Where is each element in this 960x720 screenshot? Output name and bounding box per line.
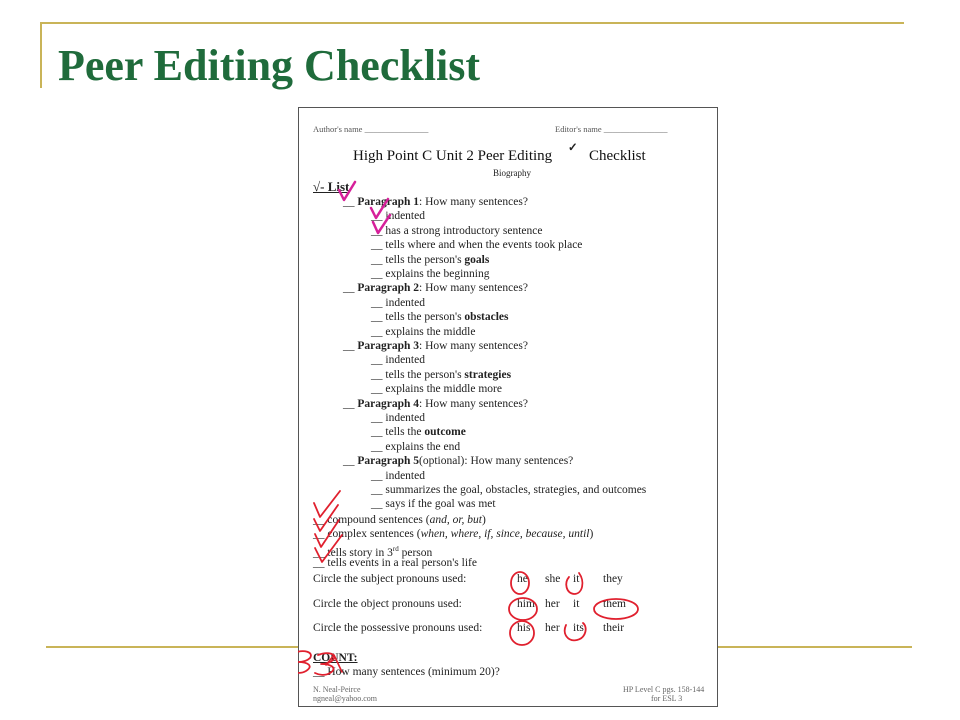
paragraph-5-item: __ indented — [371, 469, 425, 482]
paragraph-1-item: __ has a strong introductory sentence — [371, 224, 543, 237]
editor-name-line: Editor's name _______________ — [555, 124, 668, 134]
slide-rule-left — [40, 22, 42, 88]
paragraph-2-item: __ indented — [371, 296, 425, 309]
compound-sentences-item: __ compound sentences (and, or, but) — [313, 514, 486, 526]
pronoun-row-label: Circle the object pronouns used: — [313, 598, 462, 610]
footer-source: HP Level C pgs. 158-144 — [623, 685, 705, 694]
paragraph-3-heading: __ Paragraph 3: How many sentences? — [343, 340, 528, 352]
pronoun-word: his — [517, 622, 531, 634]
pronoun-word: them — [603, 598, 626, 610]
paragraph-1-item: __ tells where and when the events took place — [371, 239, 583, 252]
complex-sentences-item: __ complex sentences (when, where, if, since, because, until) — [313, 528, 594, 540]
footer-level: for ESL 3 — [651, 694, 683, 703]
paragraph-3-item: __ tells the person's strategies — [371, 368, 512, 381]
pronoun-row-label: Circle the possessive pronouns used: — [313, 622, 483, 634]
doc-subtitle: Biography — [493, 168, 531, 178]
pronoun-word: its — [573, 622, 584, 634]
paragraph-3-item: __ explains the middle more — [371, 383, 502, 396]
slide-title: Peer Editing Checklist — [58, 41, 481, 90]
paragraph-4-item: __ indented — [371, 412, 425, 424]
paragraph-4-heading: __ Paragraph 4: How many sentences? — [343, 397, 528, 410]
pronoun-word: it — [573, 598, 580, 610]
paragraph-3-item: __ indented — [371, 354, 425, 367]
pronoun-word: her — [545, 598, 560, 610]
count-line: __ How many sentences (minimum 20)? — [313, 666, 500, 678]
author-name-line: Author's name _______________ — [313, 124, 429, 134]
paragraph-1-item: __ indented — [371, 210, 425, 223]
real-person-item: __ tells events in a real person's life — [313, 557, 477, 569]
footer-email: ngneal@yahoo.com — [313, 694, 378, 703]
paragraph-5-item: __ says if the goal was met — [371, 498, 496, 511]
paragraph-1-item: __ explains the beginning — [371, 268, 490, 280]
doc-title: High Point C Unit 2 Peer Editing — [353, 148, 553, 164]
pronoun-word: he — [517, 573, 528, 585]
paragraph-2-item: __ explains the middle — [371, 325, 476, 338]
paragraph-2-heading: __ Paragraph 2: How many sentences? — [343, 282, 528, 295]
count-heading: COUNT: — [313, 652, 358, 664]
pronoun-word: their — [603, 622, 625, 634]
paragraph-1-item: __ tells the person's goals — [371, 253, 490, 266]
paragraph-5-item: __ summarizes the goal, obstacles, strategies, and outcomes — [371, 484, 647, 496]
list-heading: √- List — [313, 179, 350, 194]
doc-title-suffix: Checklist — [589, 148, 646, 164]
paragraph-2-item: __ tells the person's obstacles — [371, 311, 509, 324]
pronoun-word: they — [603, 573, 623, 585]
checkmark-icon: ✓ — [568, 142, 578, 154]
paragraph-5-heading: __ Paragraph 5(optional): How many sentences? — [343, 455, 574, 468]
pronoun-row-label: Circle the subject pronouns used: — [313, 573, 467, 585]
paragraph-4-item: __ explains the end — [371, 440, 461, 453]
paragraph-4-item: __ tells the outcome — [371, 426, 466, 439]
pronoun-word: she — [545, 573, 561, 585]
pronoun-word: her — [545, 622, 560, 634]
pronoun-word: him — [517, 598, 535, 610]
slide-rule-top — [40, 22, 904, 24]
third-person-item: __ tells story in 3rd person — [313, 545, 433, 559]
paragraph-1-heading: __ Paragraph 1: How many sentences? — [343, 196, 528, 208]
footer-author: N. Neal-Peirce — [313, 685, 361, 694]
checklist-document — [298, 107, 718, 707]
pronoun-word: it — [573, 573, 580, 585]
